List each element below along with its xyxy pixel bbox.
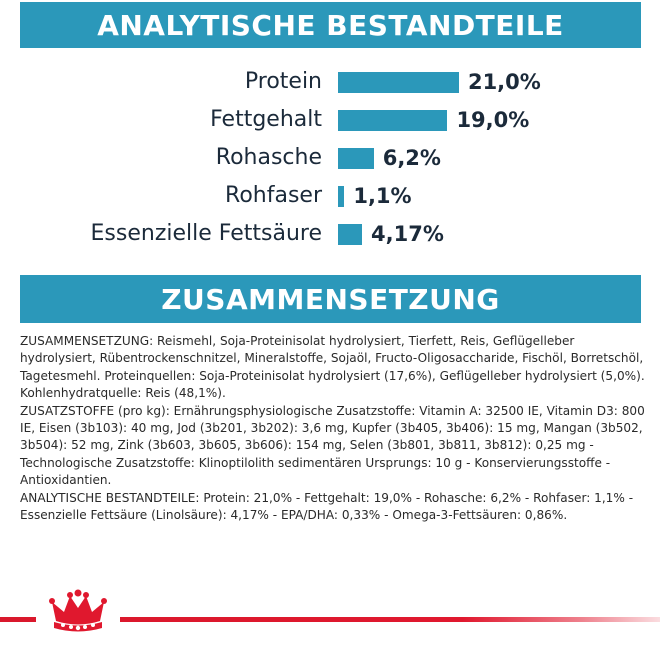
- nutrient-value: 1,1%: [353, 184, 412, 208]
- nutrient-value: 21,0%: [467, 70, 541, 94]
- nutrient-label: Rohfaser: [225, 183, 322, 208]
- nutrient-row-essenzielle-fettsaeure: [0, 217, 660, 251]
- nutrient-bar: [338, 224, 362, 245]
- nutrient-value: 4,17%: [371, 222, 444, 246]
- nutrient-value: 19,0%: [456, 108, 530, 132]
- nutrient-bar: [338, 110, 447, 131]
- nutrient-row-rohfaser: [0, 179, 660, 213]
- nutrient-bar: [338, 186, 344, 207]
- composition-header-text: ZUSAMMENSETZUNG: [161, 282, 500, 316]
- nutrient-value: 6,2%: [382, 146, 441, 170]
- nutrient-row-protein: [0, 65, 660, 99]
- royal-canin-crown-icon: [36, 588, 120, 638]
- composition-text: [20, 333, 650, 524]
- crown-svg: [36, 588, 120, 638]
- nutrient-row-fettgehalt: [0, 103, 660, 137]
- composition-paragraph: ZUSAMMENSETZUNG: Reismehl, Soja-Proteinisolat hydrolysiert, Tierfett, Reis, Geflügelleber hydrolysiert, Rübentrockenschnitzel, Mineralstoffe, Sojaöl, Fructo-Oligosaccharide, Fischöl, Borretschöl, Tagetesmehl. Proteinquellen: Soja-Proteinisolat hydrolysiert (17,6%), Geflügelleber hydrolysiert (5,0%). Kohlenhydratquelle: Reis (48,1%).: [20, 334, 645, 401]
- nutrient-bar: [338, 148, 374, 169]
- additives-paragraph: ZUSATZSTOFFE (pro kg): Ernährungsphysiologische Zusatzstoffe: Vitamin A: 32500 IE, Vitamin D3: 800 IE, Eisen (3b103): 40 mg, Jod (3b201, 3b202): 3,6 mg, Kupfer (3b405, 3b406): 15 mg, Mangan (3b502, 3b504): 52 mg, Zink (3b603, 3b605, 3b606): 154 mg, Selen (3b801, 3b811, 3b812): 0,25 mg - Technologische Zusatzstoffe: Klinoptilolith sedimentären Ursprungs: 10 g - Konservierungsstoffe - Antioxidantien.: [20, 403, 645, 488]
- composition-header: [20, 275, 641, 323]
- analysis-header: [20, 2, 641, 48]
- nutrient-row-rohasche: [0, 141, 660, 175]
- analysis-paragraph: ANALYTISCHE BESTANDTEILE: Protein: 21,0% - Fettgehalt: 19,0% - Rohasche: 6,2% - Rohfaser: 1,1% - Essenzielle Fettsäure (Linolsäure): 4,17% - EPA/DHA: 0,33% - Omega-3-Fettsäuren: 0,86%.: [20, 490, 634, 523]
- nutrient-label: Rohasche: [215, 145, 322, 170]
- nutrient-label: Fettgehalt: [210, 107, 322, 132]
- analysis-header-text: ANALYTISCHE BESTANDTEILE: [97, 8, 564, 42]
- nutrient-bar: [338, 72, 459, 93]
- nutrient-label: Essenzielle Fettsäure: [90, 221, 322, 246]
- nutrient-label: Protein: [244, 69, 322, 94]
